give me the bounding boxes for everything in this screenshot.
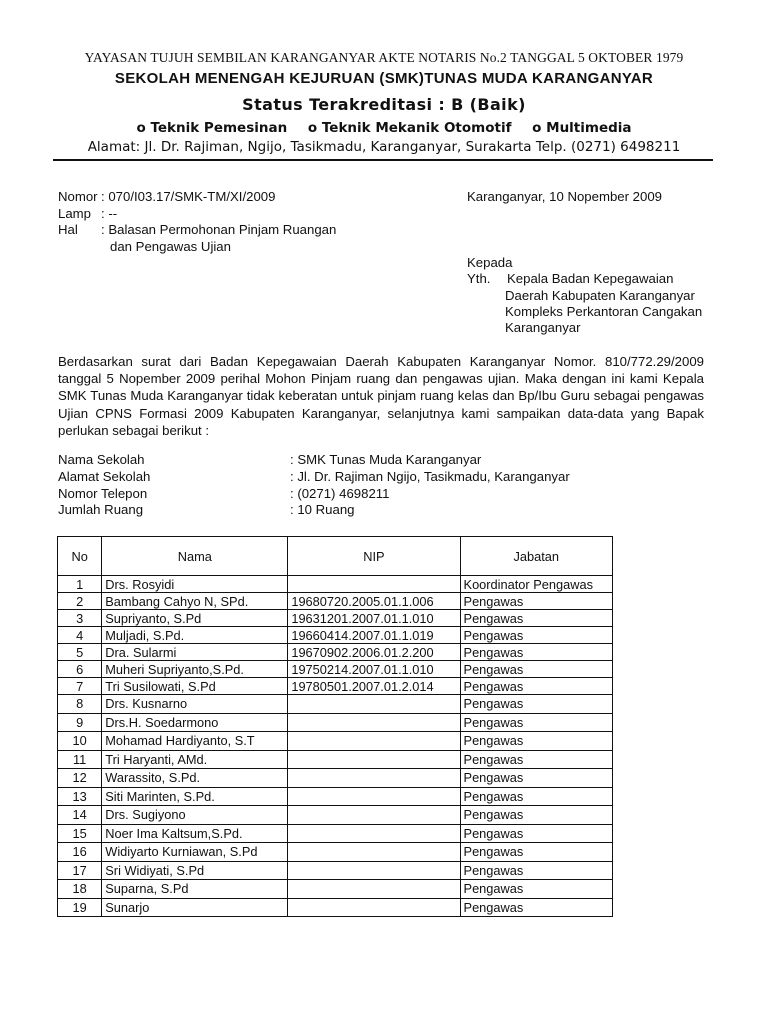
row-number: 4 <box>58 627 102 644</box>
table-row <box>58 678 613 695</box>
column-header: Nama <box>102 537 288 576</box>
staff-position: Pengawas <box>460 713 612 732</box>
staff-nip <box>288 880 460 899</box>
table-row <box>58 769 613 788</box>
table-body <box>58 576 613 917</box>
school-address: Alamat: Jl. Dr. Rajiman, Ngijo, Tasikmadu, Karanganyar, Surakarta Telp. (0271) 6498211 <box>87 139 681 155</box>
staff-position: Pengawas <box>460 750 612 769</box>
nomor-value: : 070/I03.17/SMK-TM/XI/2009 <box>101 189 276 204</box>
staff-position: Pengawas <box>460 593 612 610</box>
column-header: No <box>58 537 102 576</box>
row-number: 10 <box>58 732 102 751</box>
row-number: 2 <box>58 593 102 610</box>
table-row <box>58 806 613 825</box>
recipient-line: Daerah Kabupaten Karanganyar <box>505 288 695 303</box>
staff-position: Pengawas <box>460 880 612 899</box>
table-row <box>58 627 613 644</box>
staff-position: Pengawas <box>460 644 612 661</box>
staff-nip <box>288 732 460 751</box>
table-row <box>58 787 613 806</box>
kepada-label: Kepada <box>467 255 513 270</box>
staff-name: Drs. Kusnarno <box>102 695 288 714</box>
table-row <box>58 610 613 627</box>
info-value: : SMK Tunas Muda Karanganyar <box>290 452 482 467</box>
staff-name: Muheri Supriyanto,S.Pd. <box>102 661 288 678</box>
staff-position: Koordinator Pengawas <box>460 576 612 593</box>
row-number: 15 <box>58 824 102 843</box>
staff-nip <box>288 843 460 862</box>
info-value: : (0271) 4698211 <box>290 486 390 501</box>
table-header-row <box>58 537 613 576</box>
hal-value: : Balasan Permohonan Pinjam Ruangan <box>101 222 337 237</box>
info-label: Nama Sekolah <box>58 452 145 467</box>
staff-name: Siti Marinten, S.Pd. <box>102 787 288 806</box>
row-number: 6 <box>58 661 102 678</box>
program-item: o Multimedia <box>532 120 632 136</box>
staff-nip <box>288 787 460 806</box>
row-number: 13 <box>58 787 102 806</box>
table-row <box>58 576 613 593</box>
letter-body: Berdasarkan surat dari Badan Kepegawaian Daerah Kabupaten Karanganyar Nomor. 810/772.29/2009 tanggal 5 Nopember 2009 perihal Mohon Pinjam ruang dan pengawas ujian. Maka dengan ini kami Kepala SMK Tunas Muda Karanganyar tidak keberatan untuk pinjam ruang kelas dan Bp/Ibu Guru sebagai pengawas Ujian CPNS Formasi 2009 Kabupaten Karanganyar, selanjutnya kami sampaikan data-data yang Bapak perlukan sebagai berikut : <box>58 354 704 438</box>
row-number: 8 <box>58 695 102 714</box>
staff-position: Pengawas <box>460 843 612 862</box>
table-row <box>58 861 613 880</box>
row-number: 17 <box>58 861 102 880</box>
table-row <box>58 824 613 843</box>
staff-name: Drs. Sugiyono <box>102 806 288 825</box>
info-value: : 10 Ruang <box>290 502 355 517</box>
staff-nip <box>288 713 460 732</box>
staff-position: Pengawas <box>460 806 612 825</box>
staff-nip: 19660414.2007.01.1.019 <box>288 627 460 644</box>
staff-name: Supriyanto, S.Pd <box>102 610 288 627</box>
info-value: : Jl. Dr. Rajiman Ngijo, Tasikmadu, Karanganyar <box>290 469 570 484</box>
staff-nip <box>288 769 460 788</box>
staff-position: Pengawas <box>460 824 612 843</box>
row-number: 7 <box>58 678 102 695</box>
staff-position: Pengawas <box>460 610 612 627</box>
staff-name: Suparna, S.Pd <box>102 880 288 899</box>
staff-name: Tri Susilowati, S.Pd <box>102 678 288 695</box>
header-divider <box>53 159 713 161</box>
school-name: SEKOLAH MENENGAH KEJURUAN (SMK)TUNAS MUDA KARANGANYAR <box>114 70 654 87</box>
staff-nip <box>288 695 460 714</box>
staff-position: Pengawas <box>460 732 612 751</box>
row-number: 1 <box>58 576 102 593</box>
staff-nip: 19670902.2006.01.2.200 <box>288 644 460 661</box>
lamp-value: : -- <box>101 206 118 221</box>
table-row <box>58 713 613 732</box>
staff-nip: 19680720.2005.01.1.006 <box>288 593 460 610</box>
staff-position: Pengawas <box>460 861 612 880</box>
row-number: 18 <box>58 880 102 899</box>
row-number: 9 <box>58 713 102 732</box>
info-label: Nomor Telepon <box>58 486 148 501</box>
staff-name: Widiyarto Kurniawan, S.Pd <box>102 843 288 862</box>
staff-position: Pengawas <box>460 678 612 695</box>
yth-label: Yth. <box>467 271 491 286</box>
table-row <box>58 750 613 769</box>
hal-value-continued: dan Pengawas Ujian <box>110 239 231 254</box>
staff-name: Drs.H. Soedarmono <box>102 713 288 732</box>
staff-name: Warassito, S.Pd. <box>102 769 288 788</box>
table-row <box>58 593 613 610</box>
table-row <box>58 644 613 661</box>
recipient-line: Kepala Badan Kepegawaian <box>507 271 674 286</box>
table-row <box>58 732 613 751</box>
staff-nip: 19631201.2007.01.1.010 <box>288 610 460 627</box>
staff-nip <box>288 861 460 880</box>
row-number: 19 <box>58 898 102 917</box>
hal-label: Hal <box>58 222 78 237</box>
place-date: Karanganyar, 10 Nopember 2009 <box>467 189 663 204</box>
staff-name: Noer Ima Kaltsum,S.Pd. <box>102 824 288 843</box>
program-item: o Teknik Mekanik Otomotif <box>307 120 512 136</box>
staff-position: Pengawas <box>460 769 612 788</box>
staff-nip <box>288 824 460 843</box>
staff-nip <box>288 750 460 769</box>
row-number: 3 <box>58 610 102 627</box>
row-number: 12 <box>58 769 102 788</box>
info-label: Alamat Sekolah <box>58 469 151 484</box>
staff-name: Mohamad Hardiyanto, S.T <box>102 732 288 751</box>
staff-name: Dra. Sularmi <box>102 644 288 661</box>
info-label: Jumlah Ruang <box>58 502 144 517</box>
table-row <box>58 695 613 714</box>
staff-name: Bambang Cahyo N, SPd. <box>102 593 288 610</box>
staff-nip <box>288 576 460 593</box>
row-number: 16 <box>58 843 102 862</box>
staff-nip: 19750214.2007.01.1.010 <box>288 661 460 678</box>
program-item: o Teknik Pemesinan <box>136 120 288 136</box>
staff-nip <box>288 898 460 917</box>
table-row <box>58 880 613 899</box>
staff-nip: 19780501.2007.01.2.014 <box>288 678 460 695</box>
table-row <box>58 898 613 917</box>
row-number: 11 <box>58 750 102 769</box>
lamp-label: Lamp <box>58 206 91 221</box>
nomor-label: Nomor <box>58 189 98 204</box>
table-row <box>58 843 613 862</box>
recipient-line: Kompleks Perkantoran Cangakan <box>505 304 703 319</box>
column-header: Jabatan <box>460 537 612 576</box>
recipient-line: Karanganyar <box>505 320 581 335</box>
staff-position: Pengawas <box>460 627 612 644</box>
staff-name: Drs. Rosyidi <box>102 576 288 593</box>
row-number: 5 <box>58 644 102 661</box>
staff-position: Pengawas <box>460 787 612 806</box>
program-list <box>0 120 768 136</box>
staff-nip <box>288 806 460 825</box>
supervisor-table <box>57 536 613 917</box>
row-number: 14 <box>58 806 102 825</box>
table-row <box>58 661 613 678</box>
foundation-line: YAYASAN TUJUH SEMBILAN KARANGANYAR AKTE NOTARIS No.2 TANGGAL 5 OKTOBER 1979 <box>84 50 684 65</box>
staff-name: Muljadi, S.Pd. <box>102 627 288 644</box>
staff-position: Pengawas <box>460 661 612 678</box>
staff-name: Sri Widiyati, S.Pd <box>102 861 288 880</box>
staff-position: Pengawas <box>460 695 612 714</box>
staff-position: Pengawas <box>460 898 612 917</box>
column-header: NIP <box>288 537 460 576</box>
staff-name: Tri Haryanti, AMd. <box>102 750 288 769</box>
accreditation-status: Status Terakreditasi : B (Baik) <box>242 95 526 114</box>
staff-name: Sunarjo <box>102 898 288 917</box>
